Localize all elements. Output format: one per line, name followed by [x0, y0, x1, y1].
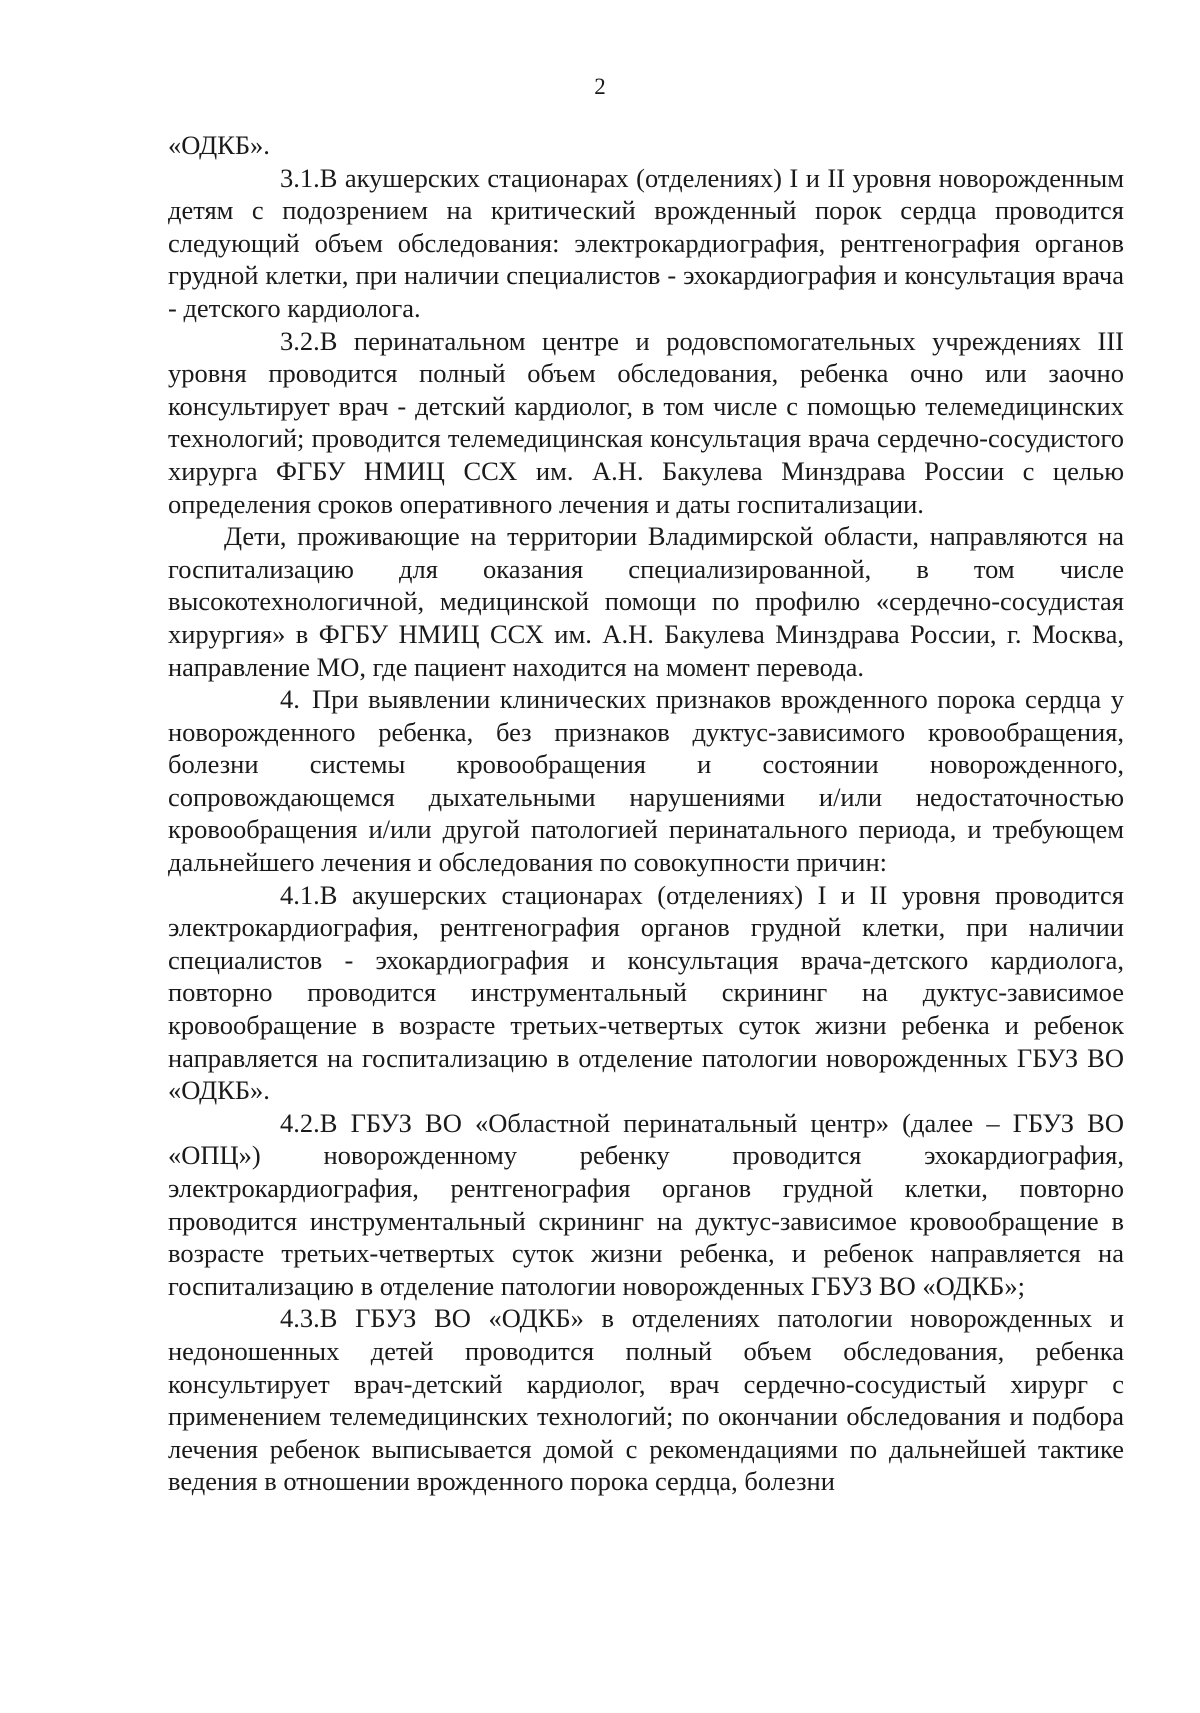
paragraph-text: В ГБУЗ ВО «ОДКБ» в отделениях патологии новорожденных и недоношенных детей проводится полный объем обследования, ребенка консультирует врач-детский кардиолог, врач сердечно-сосудистый хирург с применением телемедицинских технологий; по окончании обследования и подбора лечения ребенок выписывается домой с рекомендациями по дальнейшей тактике ведения в отношении врожденного порока сердца, болезни [168, 1303, 1124, 1497]
paragraph-3-2 [168, 325, 1124, 521]
page-number: 2 [594, 74, 606, 99]
paragraph-number: 3.1. [280, 162, 320, 193]
paragraph-number: 4.3. [280, 1303, 320, 1334]
paragraph-text: В акушерских стационарах (отделениях) I и II уровня новорожденным детям с подозрением на критический врожденный порок сердца проводится следующий объем обследования: электрокардиография, рентгенография органов грудной клетки, при наличии специалистов - эхокардиография и консультация врача - детского кардиолога. [168, 162, 1124, 323]
paragraph-text: В ГБУЗ ВО «Областной перинатальный центр» (далее – ГБУЗ ВО «ОПЦ») новорожденному ребенку проводится эхокардиография, электрокардиография, рентгенография органов грудной клетки, повторно проводится инструментальный скрининг на дуктус-зависимое кровообращение в возрасте третьих-четвертых суток жизни ребенка, и ребенок направляется на госпитализацию в отделение патологии новорожденных ГБУЗ ВО «ОДКБ»; [168, 1107, 1124, 1301]
paragraph-number: 4. [280, 684, 300, 715]
paragraph-text: При выявлении клинических признаков врожденного порока сердца у новорожденного ребенка, без признаков дуктус-зависимого кровообращения, болезни системы кровообращения и состоянии новорожденного, сопровождающемся дыхательными нарушениями и/или недостаточностью кровообращения и/или другой патологией перинатального периода, и требующем дальнейшего лечения и обследования по совокупности причин: [168, 684, 1124, 878]
paragraph-text: «ОДКБ». [168, 130, 270, 160]
paragraph-continuation [168, 129, 1124, 162]
paragraph-children-referral [168, 520, 1124, 683]
paragraph-number: 4.1. [280, 879, 320, 910]
paragraph-4-1 [168, 879, 1124, 1107]
document-body [168, 129, 1124, 1498]
paragraph-4-2 [168, 1107, 1124, 1303]
paragraph-text: В перинатальном центре и родовспомогательных учреждениях III уровня проводится полный объем обследования, ребенка очно или заочно консультирует врач - детский кардиолог, в том числе с помощью телемедицинских технологий; проводится телемедицинская консультация врача сердечно-сосудистого хирурга ФГБУ НМИЦ ССХ им. А.Н. Бакулева Минздрава России с целью определения сроков оперативного лечения и даты госпитализации. [168, 325, 1124, 519]
paragraph-number: 3.2. [280, 325, 320, 356]
paragraph-4-3 [168, 1302, 1124, 1498]
paragraph-text: В акушерских стационарах (отделениях) I и II уровня проводится электрокардиография, рентгенография органов грудной клетки, при наличии специалистов - эхокардиография и консультация врача-детского кардиолога, повторно проводится инструментальный скрининг на дуктус-зависимое кровообращение в возрасте третьих-четвертых суток жизни ребенка и ребенок направляется на госпитализацию в отделение патологии новорожденных ГБУЗ ВО «ОДКБ». [168, 879, 1124, 1106]
paragraph-4 [168, 683, 1124, 879]
paragraph-3-1 [168, 162, 1124, 325]
paragraph-text: Дети, проживающие на территории Владимирской области, направляются на госпитализацию для оказания специализированной, в том числе высокотехнологичной, медицинской помощи по профилю «сердечно-сосудистая хирургия» в ФГБУ НМИЦ ССХ им. А.Н. Бакулева Минздрава России, г. Москва, направление МО, где пациент находится на момент перевода. [168, 521, 1124, 682]
paragraph-number: 4.2. [280, 1107, 320, 1138]
